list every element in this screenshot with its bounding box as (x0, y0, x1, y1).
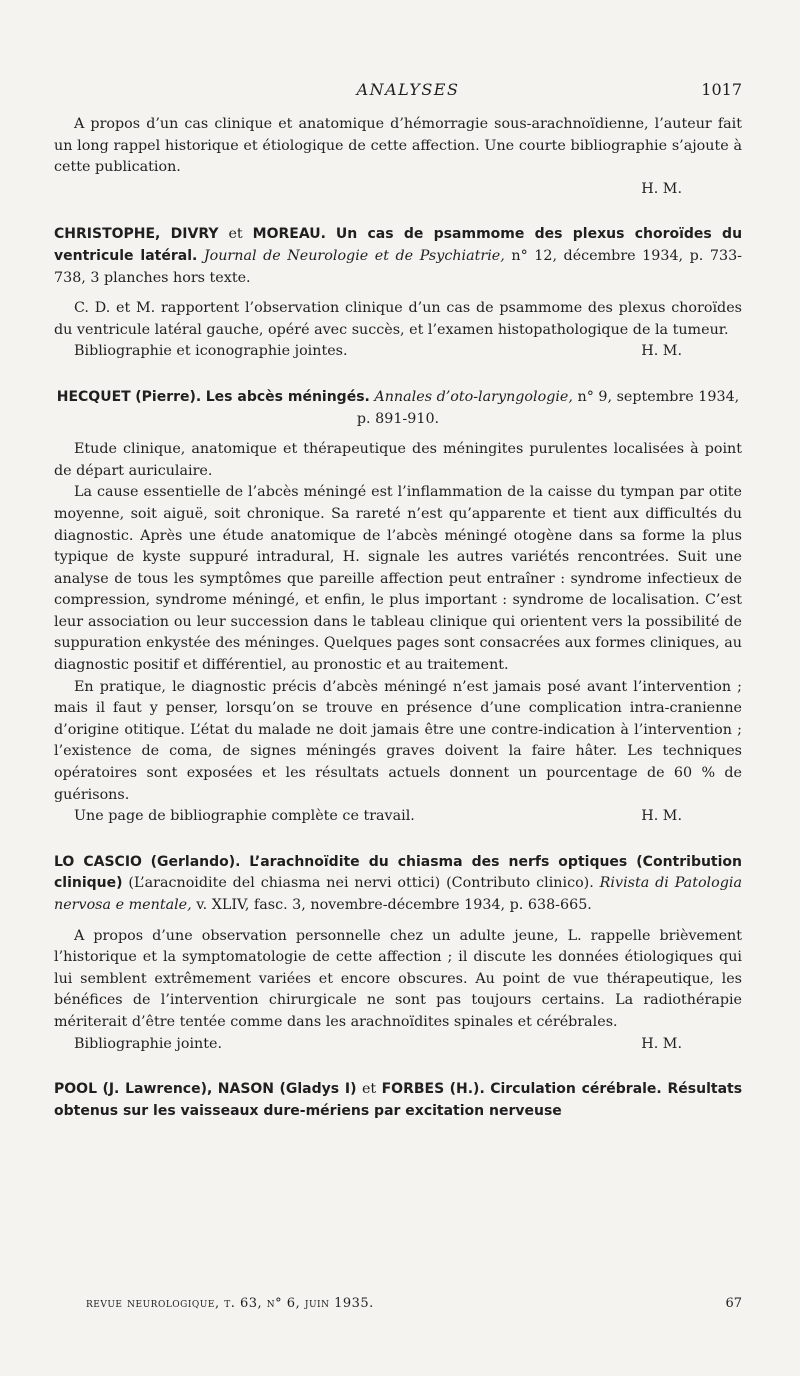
journal-reference: n° 9, septembre 1934, p. 891-910. (356, 388, 740, 427)
closing-note: Bibliographie jointe. (74, 1035, 223, 1052)
intro-signature-line (54, 179, 742, 201)
closing-line (54, 806, 742, 828)
intro-paragraph: A propos d’un cas clinique et anatomique d’hémorragie sous-arachnoïdienne, l’auteur fait un long rappel historique et étiologique de cette affection. Une courte bibliographie s’ajoute à cette publication. (54, 116, 742, 176)
author-given-name: (Pierre). (135, 388, 202, 405)
closing-line (54, 1034, 742, 1056)
signature: H. M. (641, 808, 682, 825)
author-names: FORBES (381, 1081, 445, 1098)
signature: H. M. (641, 1035, 682, 1052)
footer-folio: 67 (725, 1296, 742, 1311)
signature: H. M. (641, 343, 682, 360)
article-heading (54, 1079, 742, 1122)
journal-reference: v. XLIV, fasc. 3, novembre-décembre 1934, p. 638-665. (196, 897, 592, 913)
journal-name: Annales d’oto-laryngologie, (374, 388, 573, 405)
article-heading (54, 224, 742, 289)
closing-line (54, 341, 742, 363)
article-title: L’arachnoïdite du chiasma des nerfs optiques (Contribution clinique) (54, 853, 743, 892)
closing-note: Bibliographie et iconographie jointes. (74, 343, 348, 360)
article-title: Un cas de psammome des plexus choroïdes du ventricule latéral. (54, 226, 743, 264)
journal-name: Journal de Neurologie et de Psychiatrie, (203, 247, 505, 264)
author-given-name: (H.). (449, 1081, 485, 1098)
author-names: LO CASCIO (54, 853, 142, 870)
author-names: CHRISTOPHE, DIVRY (54, 226, 219, 243)
article-heading (54, 387, 742, 430)
author-given-name: (Gladys I) (279, 1081, 357, 1098)
author-names: MOREAU. (252, 226, 326, 243)
article-subtitle: (L’aracnoidite del chiasma nei nervi ottici) (Contributo clinico). (128, 875, 594, 892)
article-title: Circulation cérébrale. Résultats obtenus sur les vaisseaux dure-mériens par excitation nerveuse (54, 1081, 743, 1119)
closing-note: Une page de bibliographie complète ce travail. (74, 808, 415, 825)
page-header (74, 80, 742, 106)
author-names: POOL (54, 1081, 97, 1098)
review-paragraph: La cause essentielle de l’abcès méningé est l’inflammation de la caisse du tympan par otite moyenne, soit aiguë, soit chronique. Sa rareté n’est qu’apparente et tient aux difficultés du diagnostic. Après une étude anatomique de l’abcès méningé otogène dans sa forme la plus typique de kyste suppuré intradural, H. signale les autres variétés rencontrées. Suit une analyse de tous les symptômes que pareille affection peut entraîner : syndrome infectieux de compression, syndrome méningé, et enfin, le plus important : syndrome de localisation. C’est leur association ou leur succession dans le tableau clinique qui orientent vers la possibilité de suppuration enkystée des méninges. Quelques pages sont consacrées aux formes cliniques, au diagnostic positif et différentiel, au pronostic et au traitement. (54, 484, 742, 674)
review-paragraph: A propos d’une observation personnelle chez un adulte jeune, L. rappelle brièvement l’historique et la symptomatologie de cette affection ; il discute les données étiologiques qui lui semblent extrêmement variées et encore obscures. Au point de vue thérapeutique, les bénéfices de l’intervention chirurgicale ne sont pas toujours certains. La radiothérapie mériterait d’être tentée comme dans les arachnoïdites spinales et cérébrales. (54, 927, 742, 1030)
review-paragraph: Etude clinique, anatomique et thérapeutique des méningites purulentes localisées à point de départ auriculaire. (54, 441, 742, 479)
review-paragraph: En pratique, le diagnostic précis d’abcès méningé n’est jamais posé avant l’intervention ; mais il faut y penser, lorsqu’on se trouve en présence d’une complication intra-cranienne d’origine otitique. L’état du malade ne doit jamais être une contre-indication à l’intervention ; l’existence de coma, de signes méningés graves doivent la faire hâter. Les techniques opératoires sont exposées et les résultats actuels donnent un pourcentage de 60 % de guérisons. (54, 678, 742, 803)
review-paragraph: C. D. et M. rapportent l’observation clinique d’un cas de psammome des plexus choroïdes du ventricule latéral gauche, opéré avec succès, et l’examen histopathologique de la tumeur. (54, 300, 742, 338)
page-body (54, 114, 742, 1131)
article-heading (54, 852, 742, 917)
conjunction: et (228, 226, 243, 243)
author-names: NASON (217, 1081, 275, 1098)
author-given-name: (Gerlando). (150, 853, 241, 870)
running-title: ANALYSES (356, 80, 460, 99)
footer-journal-info: revue neurologique, t. 63, n° 6, juin 1935. (86, 1296, 374, 1311)
journal-name: Rivista di Patologia nervosa e mentale, (54, 875, 742, 913)
journal-reference: n° 12, décembre 1934, p. 733-738, 3 planches hors texte. (54, 247, 742, 286)
author-given-name: (J. Lawrence), (102, 1081, 213, 1098)
signature: H. M. (641, 180, 682, 197)
article-title: Les abcès méningés. (205, 388, 370, 405)
page-number: 1017 (701, 80, 742, 99)
page-footer (86, 1296, 742, 1311)
author-names: HECQUET (56, 388, 131, 405)
conjunction: et (361, 1081, 377, 1098)
